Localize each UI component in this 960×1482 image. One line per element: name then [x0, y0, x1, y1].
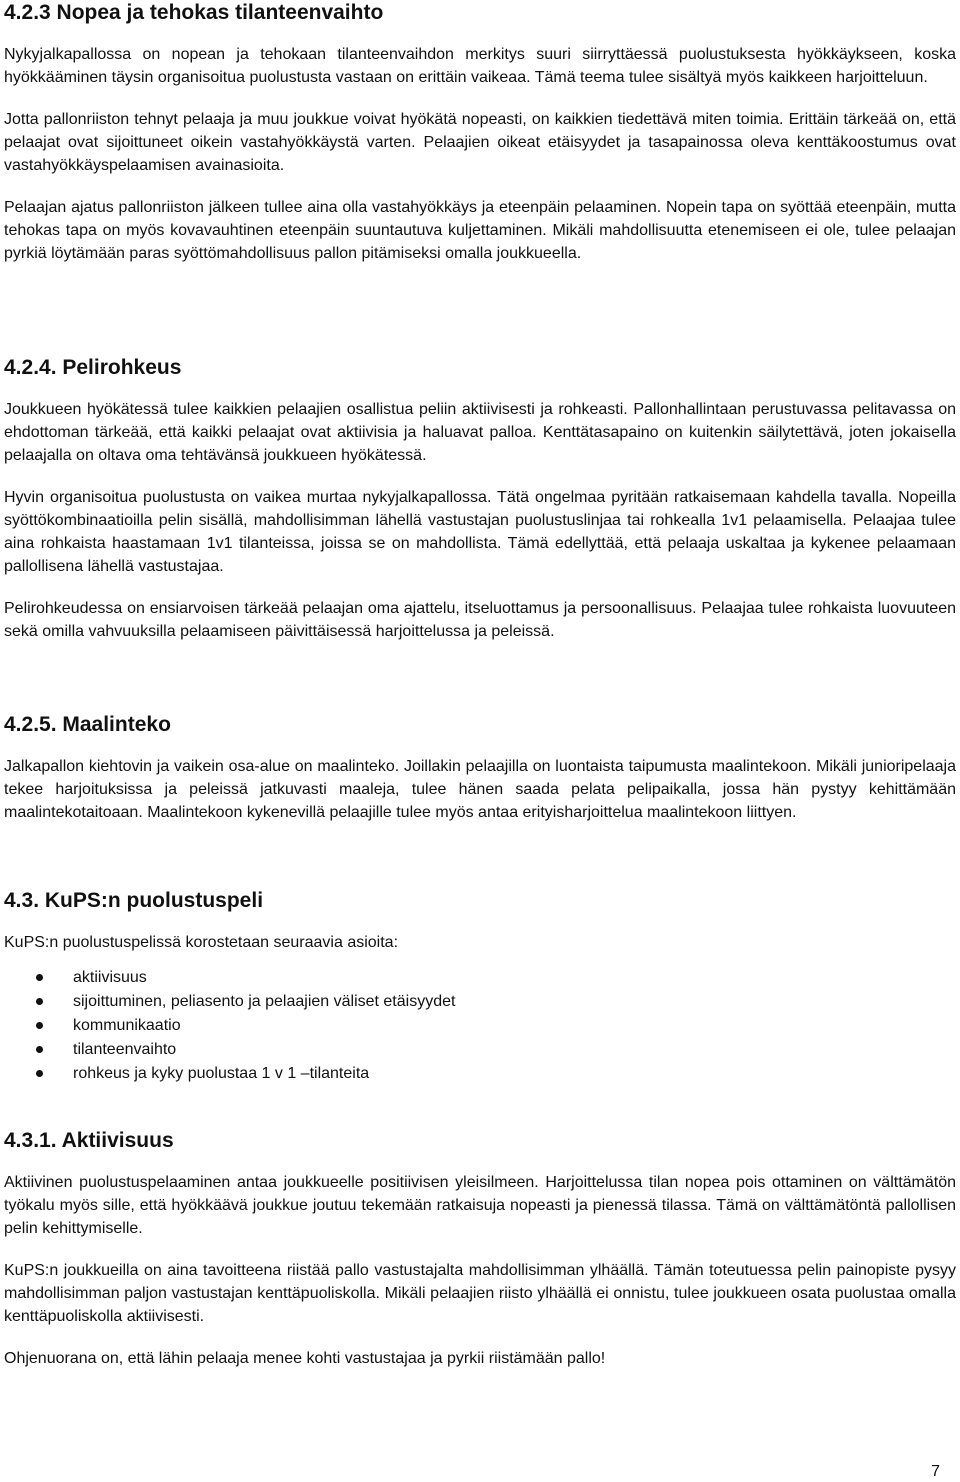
list-item-label: kommunikaatio	[73, 1017, 181, 1034]
list-item-label: rohkeus ja kyky puolustaa 1 v 1 –tilanteita	[73, 1065, 370, 1082]
bullet-icon	[36, 1022, 43, 1029]
bullet-list	[4, 966, 956, 1086]
section-tilanteenvaihto	[4, 0, 956, 265]
paragraph: KuPS:n puolustuspelissä korostetaan seuraavia asioita:	[4, 934, 399, 951]
section-heading: 4.2.4. Pelirohkeus	[4, 356, 182, 379]
list-item	[4, 1062, 956, 1086]
bullet-icon	[36, 998, 43, 1005]
paragraph: Ohjenuorana on, että lähin pelaaja menee kohti vastustajaa ja pyrkii riistämään pallo!	[4, 1350, 606, 1367]
bullet-icon	[36, 974, 43, 981]
paragraph: Jotta pallonriiston tehnyt pelaaja ja muu joukkue voivat hyökätä nopeasti, on kaikkien tiedettävä miten toimia. Erittäin tärkeää on, että pelaajat ovat sijoittuneet oikein vastahyökkäystä varten. Pelaajien oikeat etäisyydet ja tasapainossa oleva kenttäkoostumus ovat vastahyökkäyspelaamisen avainasioita.	[4, 111, 956, 174]
list-item	[4, 990, 956, 1014]
bullet-icon	[36, 1046, 43, 1053]
page-number: 7	[931, 1463, 940, 1480]
paragraph: Pelirohkeudessa on ensiarvoisen tärkeää pelaajan oma ajattelu, itseluottamus ja persoonallisuus. Pelaajaa tulee rohkaista luovuuteen sekä omilla vahvuuksilla pelaamiseen päivittäisessä harjoittelussa ja peleissä.	[4, 600, 956, 640]
section-maalinteko	[4, 712, 956, 824]
section-heading: 4.3. KuPS:n puolustuspeli	[4, 889, 264, 912]
list-item-label: sijoittuminen, peliasento ja pelaajien väliset etäisyydet	[73, 993, 456, 1010]
list-item-label: tilanteenvaihto	[73, 1041, 177, 1058]
bullet-icon	[36, 1070, 43, 1077]
section-aktiivisuus	[4, 1128, 956, 1370]
list-item	[4, 1038, 956, 1062]
paragraph: Jalkapallon kiehtovin ja vaikein osa-alue on maalinteko. Joillakin pelaajilla on luontaista taipumusta maalintekoon. Mikäli junioripelaaja tekee harjoituksissa ja peleissä jatkuvasti maaleja, tulee hänen saada pelata pelipaikalla, jossa hän pystyy kehittämään maalintekotaitoaan. Maalintekoon kykenevillä pelaajille tulee myös antaa erityisharjoittelua maalintekoon liittyen.	[4, 758, 956, 821]
section-puolustuspeli	[4, 888, 956, 1086]
paragraph: Nykyjalkapallossa on nopean ja tehokaan tilanteenvaihdon merkitys suuri siirryttäessä puolustuksesta hyökkäykseen, koska hyökkääminen täysin organisoitua puolustusta vastaan on erittäin vaikeaa. Tämä teema tulee sisältyä myös kaikkeen harjoitteluun.	[4, 46, 956, 86]
list-item-label: aktiivisuus	[73, 969, 147, 986]
section-pelirohkeus	[4, 355, 956, 643]
section-heading: 4.2.3 Nopea ja tehokas tilanteenvaihto	[4, 1, 384, 24]
section-heading: 4.2.5. Maalinteko	[4, 713, 171, 736]
paragraph: Hyvin organisoitua puolustusta on vaikea murtaa nykyjalkapallossa. Tätä ongelmaa pyritään ratkaisemaan kahdella tavalla. Nopeilla syöttökombinaatioilla pelin sisällä, mahdollisimman lähellä vastustajan puolustuslinjaa tai rohkealla 1v1 pelaamisella. Pelaajaa tulee aina rohkaista haastamaan 1v1 tilanteissa, joissa se on mahdollista. Tämä edellyttää, että pelaaja uskaltaa ja kykenee pelaamaan pallollisena lähellä vastustajaa.	[4, 489, 956, 575]
list-item	[4, 966, 956, 990]
paragraph: KuPS:n joukkueilla on aina tavoitteena riistää pallo vastustajalta mahdollisimman ylhäällä. Tämän toteutuessa pelin painopiste pysyy mahdollisimman paljon vastustajan kenttäpuoliskolla. Mikäli pelaajien riisto ylhäällä ei onnistu, tulee joukkueen osata puolustaa omalla kenttäpuoliskolla aktiivisesti.	[4, 1262, 956, 1325]
paragraph: Pelaajan ajatus pallonriiston jälkeen tullee aina olla vastahyökkäys ja eteenpäin pelaaminen. Nopein tapa on syöttää eteenpäin, mutta tehokas tapa on myös kovavauhtinen eteenpäin suuntautuva kuljettaminen. Mikäli mahdollisuutta etenemiseen ei ole, tulee pelaajan pyrkiä löytämään paras syöttömahdollisuus pallon pitämiseksi omalla joukkueella.	[4, 199, 956, 262]
paragraph: Joukkueen hyökätessä tulee kaikkien pelaajien osallistua peliin aktiivisesti ja rohkeasti. Pallonhallintaan perustuvassa pelitavassa on ehdottoman tärkeää, että kaikki pelaajat ovat aktiivisia ja haluavat palloa. Kenttätasapaino on kuitenkin säilytettävä, joten jokaisella pelaajalla on oltava oma tehtävänsä joukkueen hyökätessä.	[4, 401, 956, 464]
list-item	[4, 1014, 956, 1038]
paragraph: Aktiivinen puolustuspelaaminen antaa joukkueelle positiivisen yleisilmeen. Harjoittelussa tilan nopea pois ottaminen on välttämätön työkalu myös sille, että hyökkäävä joukkue joutuu tekemään ratkaisuja nopeasti ja pienessä tilassa. Tämä on välttämätöntä pallollisen pelin kehittymiselle.	[4, 1174, 956, 1237]
section-heading: 4.3.1. Aktiivisuus	[4, 1129, 174, 1152]
